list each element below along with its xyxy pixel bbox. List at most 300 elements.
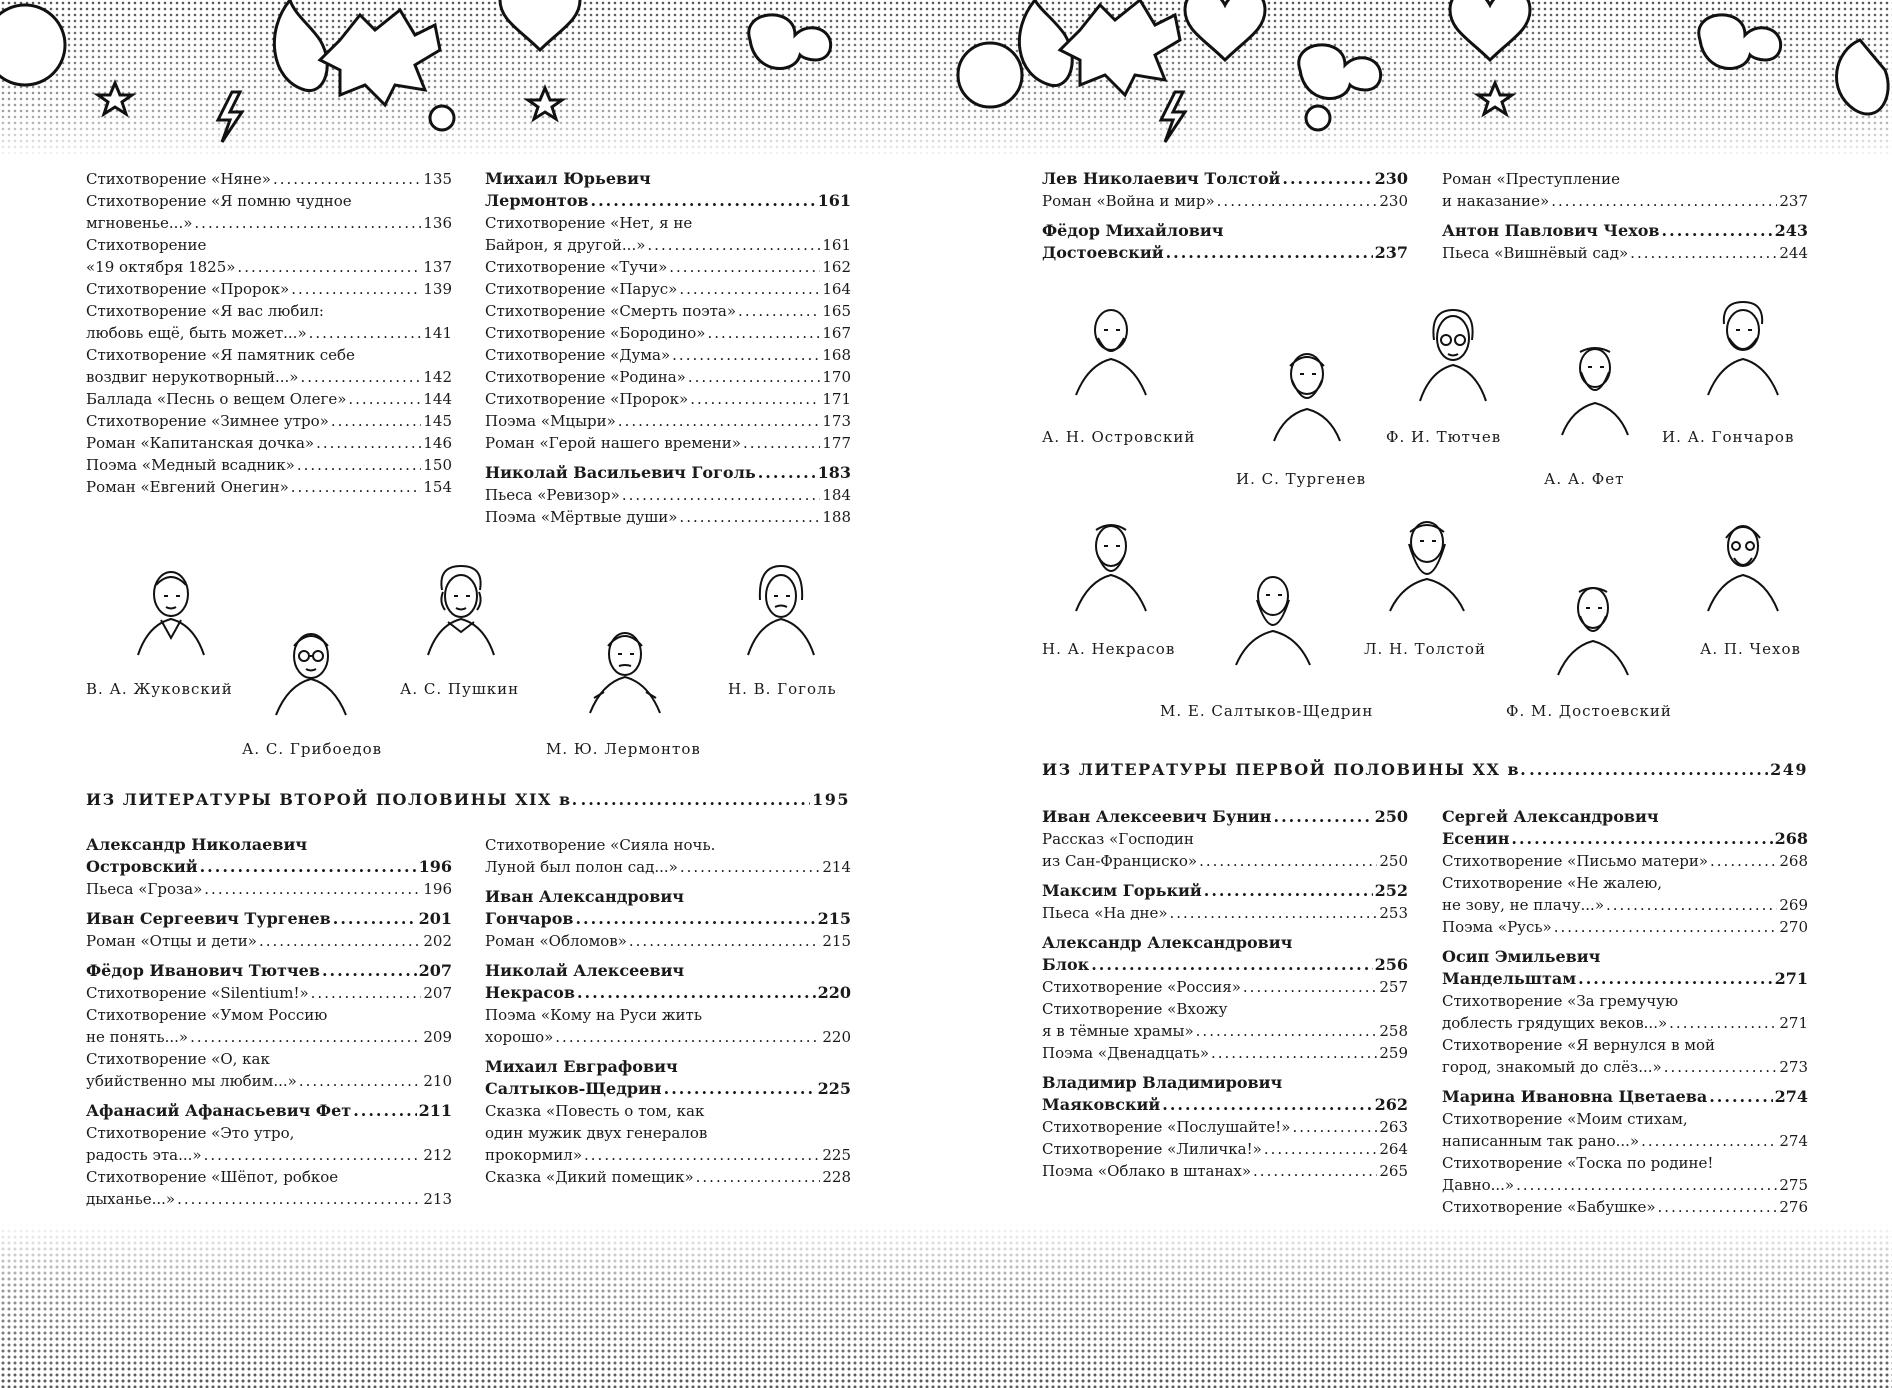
portrait-pushkin bbox=[418, 560, 504, 656]
toc-entry-title: и наказание» bbox=[1442, 192, 1550, 210]
section-heading-xix: ИЗ ЛИТЕРАТУРЫ ВТОРОЙ ПОЛОВИНЫ XIX в. ..... 195 bbox=[86, 790, 850, 809]
toc-entry-page: 273 bbox=[1779, 1058, 1808, 1076]
toc-entry bbox=[485, 344, 851, 366]
toc-entry-title: Луной был полон сад...» bbox=[485, 858, 678, 876]
toc-entry-page: 142 bbox=[423, 368, 452, 386]
toc-entry-lead: Роман «Преступление bbox=[1442, 170, 1621, 188]
toc-entry-page: 256 bbox=[1374, 955, 1408, 974]
toc-entry-page: 207 bbox=[423, 984, 452, 1002]
toc-entry bbox=[1442, 168, 1808, 212]
toc-entry-page: 228 bbox=[822, 1168, 851, 1186]
dot-leader bbox=[622, 484, 821, 506]
toc-entry-lead: Осип Эмильевич bbox=[1442, 947, 1601, 966]
toc-author bbox=[1442, 806, 1808, 850]
dot-leader bbox=[669, 256, 820, 278]
dot-leader bbox=[194, 212, 421, 234]
toc-entry-page: 259 bbox=[1379, 1044, 1408, 1062]
toc-entry-page: 237 bbox=[1374, 243, 1408, 262]
toc-entry-title: Лермонтов bbox=[485, 191, 589, 210]
toc-entry-title: Поэма «Медный всадник» bbox=[86, 456, 295, 474]
toc-author bbox=[1442, 1086, 1808, 1108]
circle-shape bbox=[0, 5, 65, 85]
toc-entry-title: Поэма «Облако в штанах» bbox=[1042, 1162, 1252, 1180]
dot-leader bbox=[1196, 1020, 1378, 1042]
portrait-fet bbox=[1552, 340, 1638, 436]
dot-leader bbox=[1709, 1086, 1772, 1108]
toc-entry bbox=[86, 190, 452, 234]
dot-leader bbox=[591, 190, 816, 212]
dot-leader bbox=[1243, 976, 1377, 998]
right-toc-col-1 bbox=[1042, 168, 1408, 264]
toc-entry-title: Роман «Война и мир» bbox=[1042, 192, 1215, 210]
toc-entry-page: 252 bbox=[1374, 881, 1408, 900]
toc-entry bbox=[86, 1004, 452, 1048]
dot-leader bbox=[664, 1078, 816, 1100]
toc-author bbox=[1442, 946, 1808, 990]
portrait-ostrovsky bbox=[1068, 300, 1154, 396]
dot-leader bbox=[707, 322, 820, 344]
dot-leader bbox=[1516, 1174, 1777, 1196]
caption-ostrovsky: А. Н. Островский bbox=[1042, 428, 1196, 446]
toc-entry-title: Стихотворение «Россия» bbox=[1042, 978, 1241, 996]
toc-entry-title: Баллада «Песнь о вещем Олеге» bbox=[86, 390, 347, 408]
toc-entry bbox=[485, 212, 851, 256]
toc-entry-title: Стихотворение «Пророк» bbox=[485, 390, 689, 408]
dot-leader bbox=[679, 506, 820, 528]
toc-entry-lead: Александр Александрович bbox=[1042, 933, 1293, 952]
toc-author bbox=[485, 960, 851, 1004]
toc-entry-lead: Николай Алексеевич bbox=[485, 961, 685, 980]
cloud-shape bbox=[1699, 15, 1781, 69]
toc-entry bbox=[485, 834, 851, 878]
dot-leader bbox=[291, 476, 422, 498]
toc-entry-page: 271 bbox=[1774, 969, 1808, 988]
toc-entry bbox=[86, 388, 452, 410]
toc-entry-page: 139 bbox=[423, 280, 452, 298]
dot-leader bbox=[311, 982, 422, 1004]
toc-entry-title: Некрасов bbox=[485, 983, 575, 1002]
toc-entry-page: 164 bbox=[822, 280, 851, 298]
dot-leader bbox=[1664, 1056, 1778, 1078]
dot-leader bbox=[204, 878, 421, 900]
toc-entry bbox=[485, 278, 851, 300]
toc-entry bbox=[1042, 1116, 1408, 1138]
toc-entry bbox=[485, 1166, 851, 1188]
dot-leader bbox=[237, 256, 421, 278]
toc-entry-lead: один мужик двух генералов bbox=[485, 1124, 708, 1142]
toc-entry-page: 264 bbox=[1379, 1140, 1408, 1158]
toc-entry-title: Есенин bbox=[1442, 829, 1510, 848]
toc-entry-title: доблесть грядущих веков...» bbox=[1442, 1014, 1668, 1032]
lightning-icon bbox=[218, 92, 242, 142]
dot-leader bbox=[647, 234, 820, 256]
left-toc-col-3 bbox=[86, 834, 452, 1210]
toc-entry-page: 212 bbox=[423, 1146, 452, 1164]
toc-entry bbox=[1442, 1034, 1808, 1078]
toc-entry-lead: Стихотворение «Это утро, bbox=[86, 1124, 295, 1142]
toc-entry-page: 168 bbox=[822, 346, 851, 364]
toc-entry-title: Роман «Отцы и дети» bbox=[86, 932, 257, 950]
dot-leader bbox=[348, 388, 421, 410]
toc-entry-title: Роман «Капитанская дочка» bbox=[86, 434, 315, 452]
toc-entry bbox=[86, 878, 452, 900]
toc-entry-title: город, знакомый до слёз...» bbox=[1442, 1058, 1662, 1076]
cloud-shape bbox=[749, 15, 831, 69]
toc-entry-page: 161 bbox=[817, 191, 851, 210]
toc-entry-lead: Стихотворение «За гремучую bbox=[1442, 992, 1679, 1010]
toc-entry-page: 237 bbox=[1779, 192, 1808, 210]
toc-author bbox=[86, 834, 452, 878]
dot-leader bbox=[1578, 968, 1772, 990]
toc-entry-title: Афанасий Афанасьевич Фет bbox=[86, 1101, 352, 1120]
drop-shape bbox=[274, 0, 327, 91]
toc-entry-title: прокормил» bbox=[485, 1146, 583, 1164]
toc-entry-title: Марина Ивановна Цветаева bbox=[1442, 1087, 1708, 1106]
dot-leader bbox=[190, 1026, 421, 1048]
toc-entry bbox=[1442, 990, 1808, 1034]
lightning-icon bbox=[1161, 92, 1185, 142]
toc-entry-lead: Стихотворение «Нет, я не bbox=[485, 214, 693, 232]
dot-leader bbox=[297, 454, 422, 476]
circle-shape bbox=[430, 106, 454, 130]
toc-entry-title: Маяковский bbox=[1042, 1095, 1161, 1114]
toc-entry bbox=[1442, 916, 1808, 938]
toc-entry bbox=[1442, 850, 1808, 872]
toc-entry-title: Стихотворение «Бородино» bbox=[485, 324, 706, 342]
toc-entry-title: Иван Алексеевич Бунин bbox=[1042, 807, 1272, 826]
dot-leader bbox=[1199, 850, 1377, 872]
toc-entry-title: Гончаров bbox=[485, 909, 574, 928]
dot-leader bbox=[177, 1188, 421, 1210]
toc-entry-page: 202 bbox=[423, 932, 452, 950]
toc-entry bbox=[1042, 828, 1408, 872]
toc-entry-title: Пьеса «Гроза» bbox=[86, 880, 203, 898]
toc-entry bbox=[485, 388, 851, 410]
toc-entry-title: Иван Сергеевич Тургенев bbox=[86, 909, 331, 928]
toc-entry-page: 263 bbox=[1379, 1118, 1408, 1136]
toc-entry bbox=[86, 344, 452, 388]
toc-entry-page: 253 bbox=[1379, 904, 1408, 922]
toc-entry bbox=[485, 432, 851, 454]
dot-leader bbox=[299, 1070, 422, 1092]
dot-leader bbox=[300, 366, 421, 388]
drop-shape bbox=[1019, 0, 1072, 86]
toc-entry-page: 154 bbox=[423, 478, 452, 496]
caption-turgenev: И. С. Тургенев bbox=[1236, 470, 1367, 488]
circle-shape bbox=[958, 43, 1022, 107]
right-toc-col-4 bbox=[1442, 806, 1808, 1218]
dot-leader bbox=[333, 908, 417, 930]
toc-author bbox=[485, 462, 851, 484]
dot-leader bbox=[353, 1100, 416, 1122]
dot-leader bbox=[331, 410, 422, 432]
caption-pushkin: А. С. Пушкин bbox=[400, 680, 520, 698]
toc-entry-lead: Стихотворение «Не жалею, bbox=[1442, 874, 1663, 892]
toc-author bbox=[1042, 168, 1408, 190]
toc-entry-title: мгновенье...» bbox=[86, 214, 193, 232]
toc-entry-lead: Стихотворение «Сияла ночь. bbox=[485, 836, 716, 854]
dot-leader bbox=[743, 432, 820, 454]
dot-leader bbox=[690, 388, 820, 410]
dot-leader bbox=[259, 930, 421, 952]
dot-leader bbox=[1292, 1116, 1377, 1138]
toc-entry bbox=[1042, 902, 1408, 924]
toc-entry-page: 141 bbox=[423, 324, 452, 342]
toc-entry-title: Антон Павлович Чехов bbox=[1442, 221, 1660, 240]
dot-leader bbox=[1253, 1160, 1377, 1182]
toc-entry bbox=[1042, 976, 1408, 998]
toc-entry bbox=[86, 1122, 452, 1166]
dot-leader bbox=[629, 930, 820, 952]
toc-entry-page: 170 bbox=[822, 368, 851, 386]
toc-entry-title: Стихотворение «Письмо матери» bbox=[1442, 852, 1709, 870]
toc-entry-page: 184 bbox=[822, 486, 851, 504]
toc-entry-page: 188 bbox=[822, 508, 851, 526]
toc-entry-title: Мандельштам bbox=[1442, 969, 1577, 988]
toc-entry-title: Пьеса «На дне» bbox=[1042, 904, 1168, 922]
toc-entry-page: 183 bbox=[817, 463, 851, 482]
dot-leader bbox=[738, 300, 820, 322]
toc-entry-title: Лев Николаевич Толстой bbox=[1042, 169, 1281, 188]
toc-entry-lead: Стихотворение «Я вас любил: bbox=[86, 302, 324, 320]
toc-entry-title: Стихотворение «Silentium!» bbox=[86, 984, 309, 1002]
toc-entry bbox=[1442, 242, 1808, 264]
toc-entry-title: Поэма «Мцыри» bbox=[485, 412, 616, 430]
toc-entry-lead: Владимир Владимирович bbox=[1042, 1073, 1283, 1092]
dot-leader bbox=[322, 960, 417, 982]
toc-entry-page: 165 bbox=[822, 302, 851, 320]
toc-entry-title: Поэма «Русь» bbox=[1442, 918, 1552, 936]
heart-icon bbox=[1450, 0, 1530, 60]
toc-author bbox=[1042, 932, 1408, 976]
toc-entry-lead: Михаил Евграфович bbox=[485, 1057, 678, 1076]
toc-entry-page: 162 bbox=[822, 258, 851, 276]
toc-entry-title: Стихотворение «Парус» bbox=[485, 280, 678, 298]
toc-entry-title: Сказка «Дикий помещик» bbox=[485, 1168, 694, 1186]
toc-entry bbox=[485, 410, 851, 432]
dot-leader bbox=[584, 1144, 820, 1166]
dot-leader bbox=[1170, 902, 1378, 924]
toc-entry-title: Достоевский bbox=[1042, 243, 1164, 262]
toc-entry-title: Роман «Герой нашего времени» bbox=[485, 434, 741, 452]
toc-entry-page: 243 bbox=[1774, 221, 1808, 240]
star-icon bbox=[1478, 83, 1512, 114]
toc-entry-title: Блок bbox=[1042, 955, 1090, 974]
toc-entry-page: 177 bbox=[822, 434, 851, 452]
left-toc-col-4 bbox=[485, 834, 851, 1188]
dot-leader bbox=[316, 432, 421, 454]
toc-entry-page: 214 bbox=[822, 858, 851, 876]
dot-leader bbox=[1282, 168, 1372, 190]
toc-entry-title: Стихотворение «Дума» bbox=[485, 346, 671, 364]
toc-author bbox=[1042, 806, 1408, 828]
portrait-saltykov bbox=[1230, 570, 1316, 666]
toc-entry-page: 207 bbox=[418, 961, 452, 980]
toc-entry-lead: Стихотворение «Моим стихам, bbox=[1442, 1110, 1688, 1128]
toc-entry-page: 274 bbox=[1779, 1132, 1808, 1150]
toc-entry bbox=[485, 322, 851, 344]
toc-entry-page: 270 bbox=[1779, 918, 1808, 936]
dot-leader bbox=[672, 344, 820, 366]
toc-entry-page: 276 bbox=[1779, 1198, 1808, 1216]
toc-entry bbox=[1042, 1042, 1408, 1064]
toc-entry-title: Максим Горький bbox=[1042, 881, 1202, 900]
dot-leader bbox=[273, 168, 421, 190]
toc-entry-page: 220 bbox=[822, 1028, 851, 1046]
portrait-chekhov bbox=[1700, 516, 1786, 612]
comic-decoration bbox=[0, 0, 1892, 160]
toc-entry-page: 167 bbox=[822, 324, 851, 342]
toc-author bbox=[1442, 220, 1808, 242]
caption-goncharov: И. А. Гончаров bbox=[1662, 428, 1795, 446]
toc-entry bbox=[485, 366, 851, 388]
toc-entry bbox=[1442, 1196, 1808, 1218]
toc-entry-page: 213 bbox=[423, 1190, 452, 1208]
portrait-gogol bbox=[738, 560, 824, 656]
toc-entry-page: 146 bbox=[423, 434, 452, 452]
burst-shape bbox=[1060, 0, 1180, 95]
toc-entry-title: хорошо» bbox=[485, 1028, 554, 1046]
toc-entry-page: 196 bbox=[423, 880, 452, 898]
toc-entry-title: не зову, не плачу...» bbox=[1442, 896, 1604, 914]
toc-entry bbox=[1442, 872, 1808, 916]
toc-entry bbox=[86, 410, 452, 432]
dot-leader bbox=[200, 856, 417, 878]
portrait-tolstoy bbox=[1384, 516, 1470, 612]
toc-entry-page: 250 bbox=[1374, 807, 1408, 826]
dot-leader bbox=[679, 278, 820, 300]
toc-entry-title: Стихотворение «Лиличка!» bbox=[1042, 1140, 1262, 1158]
heart-icon bbox=[500, 0, 580, 50]
toc-entry-lead: Фёдор Михайлович bbox=[1042, 221, 1224, 240]
toc-entry-title: любовь ещё, быть может...» bbox=[86, 324, 307, 342]
toc-entry-title: Роман «Евгений Онегин» bbox=[86, 478, 289, 496]
toc-entry bbox=[86, 300, 452, 344]
portrait-zhukovsky bbox=[128, 560, 214, 656]
toc-entry bbox=[485, 506, 851, 528]
toc-entry-title: Салтыков-Щедрин bbox=[485, 1079, 662, 1098]
dot-leader bbox=[309, 322, 422, 344]
toc-entry bbox=[1042, 1160, 1408, 1182]
toc-entry-title: Стихотворение «Тучи» bbox=[485, 258, 668, 276]
portrait-lermontov bbox=[582, 618, 668, 714]
caption-griboedov: А. С. Грибоедов bbox=[242, 740, 383, 758]
dot-leader bbox=[291, 278, 421, 300]
toc-entry-lead: Рассказ «Господин bbox=[1042, 830, 1194, 848]
toc-author bbox=[485, 168, 851, 212]
toc-entry-title: Стихотворение «Бабушке» bbox=[1442, 1198, 1656, 1216]
dot-leader bbox=[1091, 954, 1372, 976]
toc-entry-lead: Стихотворение «Шёпот, робкое bbox=[86, 1168, 339, 1186]
toc-entry-page: 215 bbox=[817, 909, 851, 928]
toc-entry bbox=[1442, 1108, 1808, 1152]
toc-entry-page: 275 bbox=[1779, 1176, 1808, 1194]
toc-entry-page: 144 bbox=[423, 390, 452, 408]
dot-leader bbox=[1606, 894, 1777, 916]
toc-entry-page: 258 bbox=[1379, 1022, 1408, 1040]
dot-leader bbox=[618, 410, 821, 432]
toc-entry-title: Стихотворение «Зимнее утро» bbox=[86, 412, 329, 430]
dot-leader bbox=[696, 1166, 821, 1188]
dot-leader bbox=[1551, 190, 1777, 212]
toc-entry-page: 220 bbox=[817, 983, 851, 1002]
toc-author bbox=[485, 886, 851, 930]
toc-entry-page: 250 bbox=[1379, 852, 1408, 870]
toc-entry bbox=[485, 300, 851, 322]
dot-leader bbox=[688, 366, 821, 388]
drop-shape bbox=[1836, 40, 1888, 114]
toc-entry-title: Байрон, я другой...» bbox=[485, 236, 646, 254]
toc-author bbox=[86, 960, 452, 982]
toc-entry-lead: Стихотворение bbox=[86, 236, 207, 254]
toc-entry-title: дыханье...» bbox=[86, 1190, 176, 1208]
circle-shape bbox=[1306, 106, 1330, 130]
toc-entry-page: 211 bbox=[418, 1101, 452, 1120]
toc-entry-title: Стихотворение «Смерть поэта» bbox=[485, 302, 737, 320]
toc-entry-lead: Сергей Александрович bbox=[1442, 807, 1659, 826]
toc-entry-title: Стихотворение «Няне» bbox=[86, 170, 271, 188]
caption-fet: А. А. Фет bbox=[1544, 470, 1625, 488]
toc-entry-lead: Стихотворение «Тоска по родине! bbox=[1442, 1154, 1714, 1172]
cloud-shape bbox=[1299, 45, 1381, 99]
dot-leader bbox=[204, 1144, 422, 1166]
toc-entry-title: не понять...» bbox=[86, 1028, 189, 1046]
toc-entry-title: Николай Васильевич Гоголь bbox=[485, 463, 756, 482]
toc-entry bbox=[86, 1048, 452, 1092]
halftone-bottom-band bbox=[0, 1222, 1892, 1388]
left-toc-col-2 bbox=[485, 168, 851, 528]
dot-leader bbox=[758, 462, 816, 484]
toc-entry bbox=[86, 454, 452, 476]
section-heading-xx: ИЗ ЛИТЕРАТУРЫ ПЕРВОЙ ПОЛОВИНЫ XX в. ..... 249 bbox=[1042, 760, 1808, 779]
dot-leader bbox=[1662, 220, 1773, 242]
toc-entry-page: 150 bbox=[423, 456, 452, 474]
toc-entry-page: 274 bbox=[1774, 1087, 1808, 1106]
toc-entry-lead: Стихотворение «Вхожу bbox=[1042, 1000, 1228, 1018]
dot-leader bbox=[1658, 1196, 1778, 1218]
toc-entry-page: 161 bbox=[822, 236, 851, 254]
toc-entry-lead: Иван Александрович bbox=[485, 887, 684, 906]
toc-entry-page: 268 bbox=[1779, 852, 1808, 870]
toc-entry-title: Стихотворение «Послушайте!» bbox=[1042, 1118, 1291, 1136]
toc-entry bbox=[1042, 1138, 1408, 1160]
toc-entry-title: Роман «Обломов» bbox=[485, 932, 627, 950]
toc-entry-lead: Стихотворение «О, как bbox=[86, 1050, 270, 1068]
toc-entry bbox=[86, 930, 452, 952]
dot-leader bbox=[1217, 190, 1378, 212]
portrait-tyutchev bbox=[1410, 306, 1496, 402]
toc-entry bbox=[86, 168, 452, 190]
caption-chekhov: А. П. Чехов bbox=[1700, 640, 1801, 658]
toc-entry-page: 136 bbox=[423, 214, 452, 232]
toc-entry bbox=[86, 432, 452, 454]
toc-entry-page: 171 bbox=[822, 390, 851, 408]
caption-lermontov: М. Ю. Лермонтов bbox=[546, 740, 701, 758]
toc-entry-title: «19 октября 1825» bbox=[86, 258, 236, 276]
toc-entry-lead: Поэма «Кому на Руси жить bbox=[485, 1006, 703, 1024]
portrait-turgenev bbox=[1264, 346, 1350, 442]
dot-leader bbox=[1274, 806, 1373, 828]
toc-entry-page: 262 bbox=[1374, 1095, 1408, 1114]
toc-entry bbox=[1442, 1152, 1808, 1196]
toc-entry-page: 215 bbox=[822, 932, 851, 950]
toc-author bbox=[1042, 880, 1408, 902]
toc-entry bbox=[86, 278, 452, 300]
left-toc-col-1 bbox=[86, 168, 452, 498]
star-icon bbox=[98, 83, 132, 114]
toc-entry-lead: Александр Николаевич bbox=[86, 835, 308, 854]
caption-dostoevsky: Ф. М. Достоевский bbox=[1506, 702, 1672, 720]
